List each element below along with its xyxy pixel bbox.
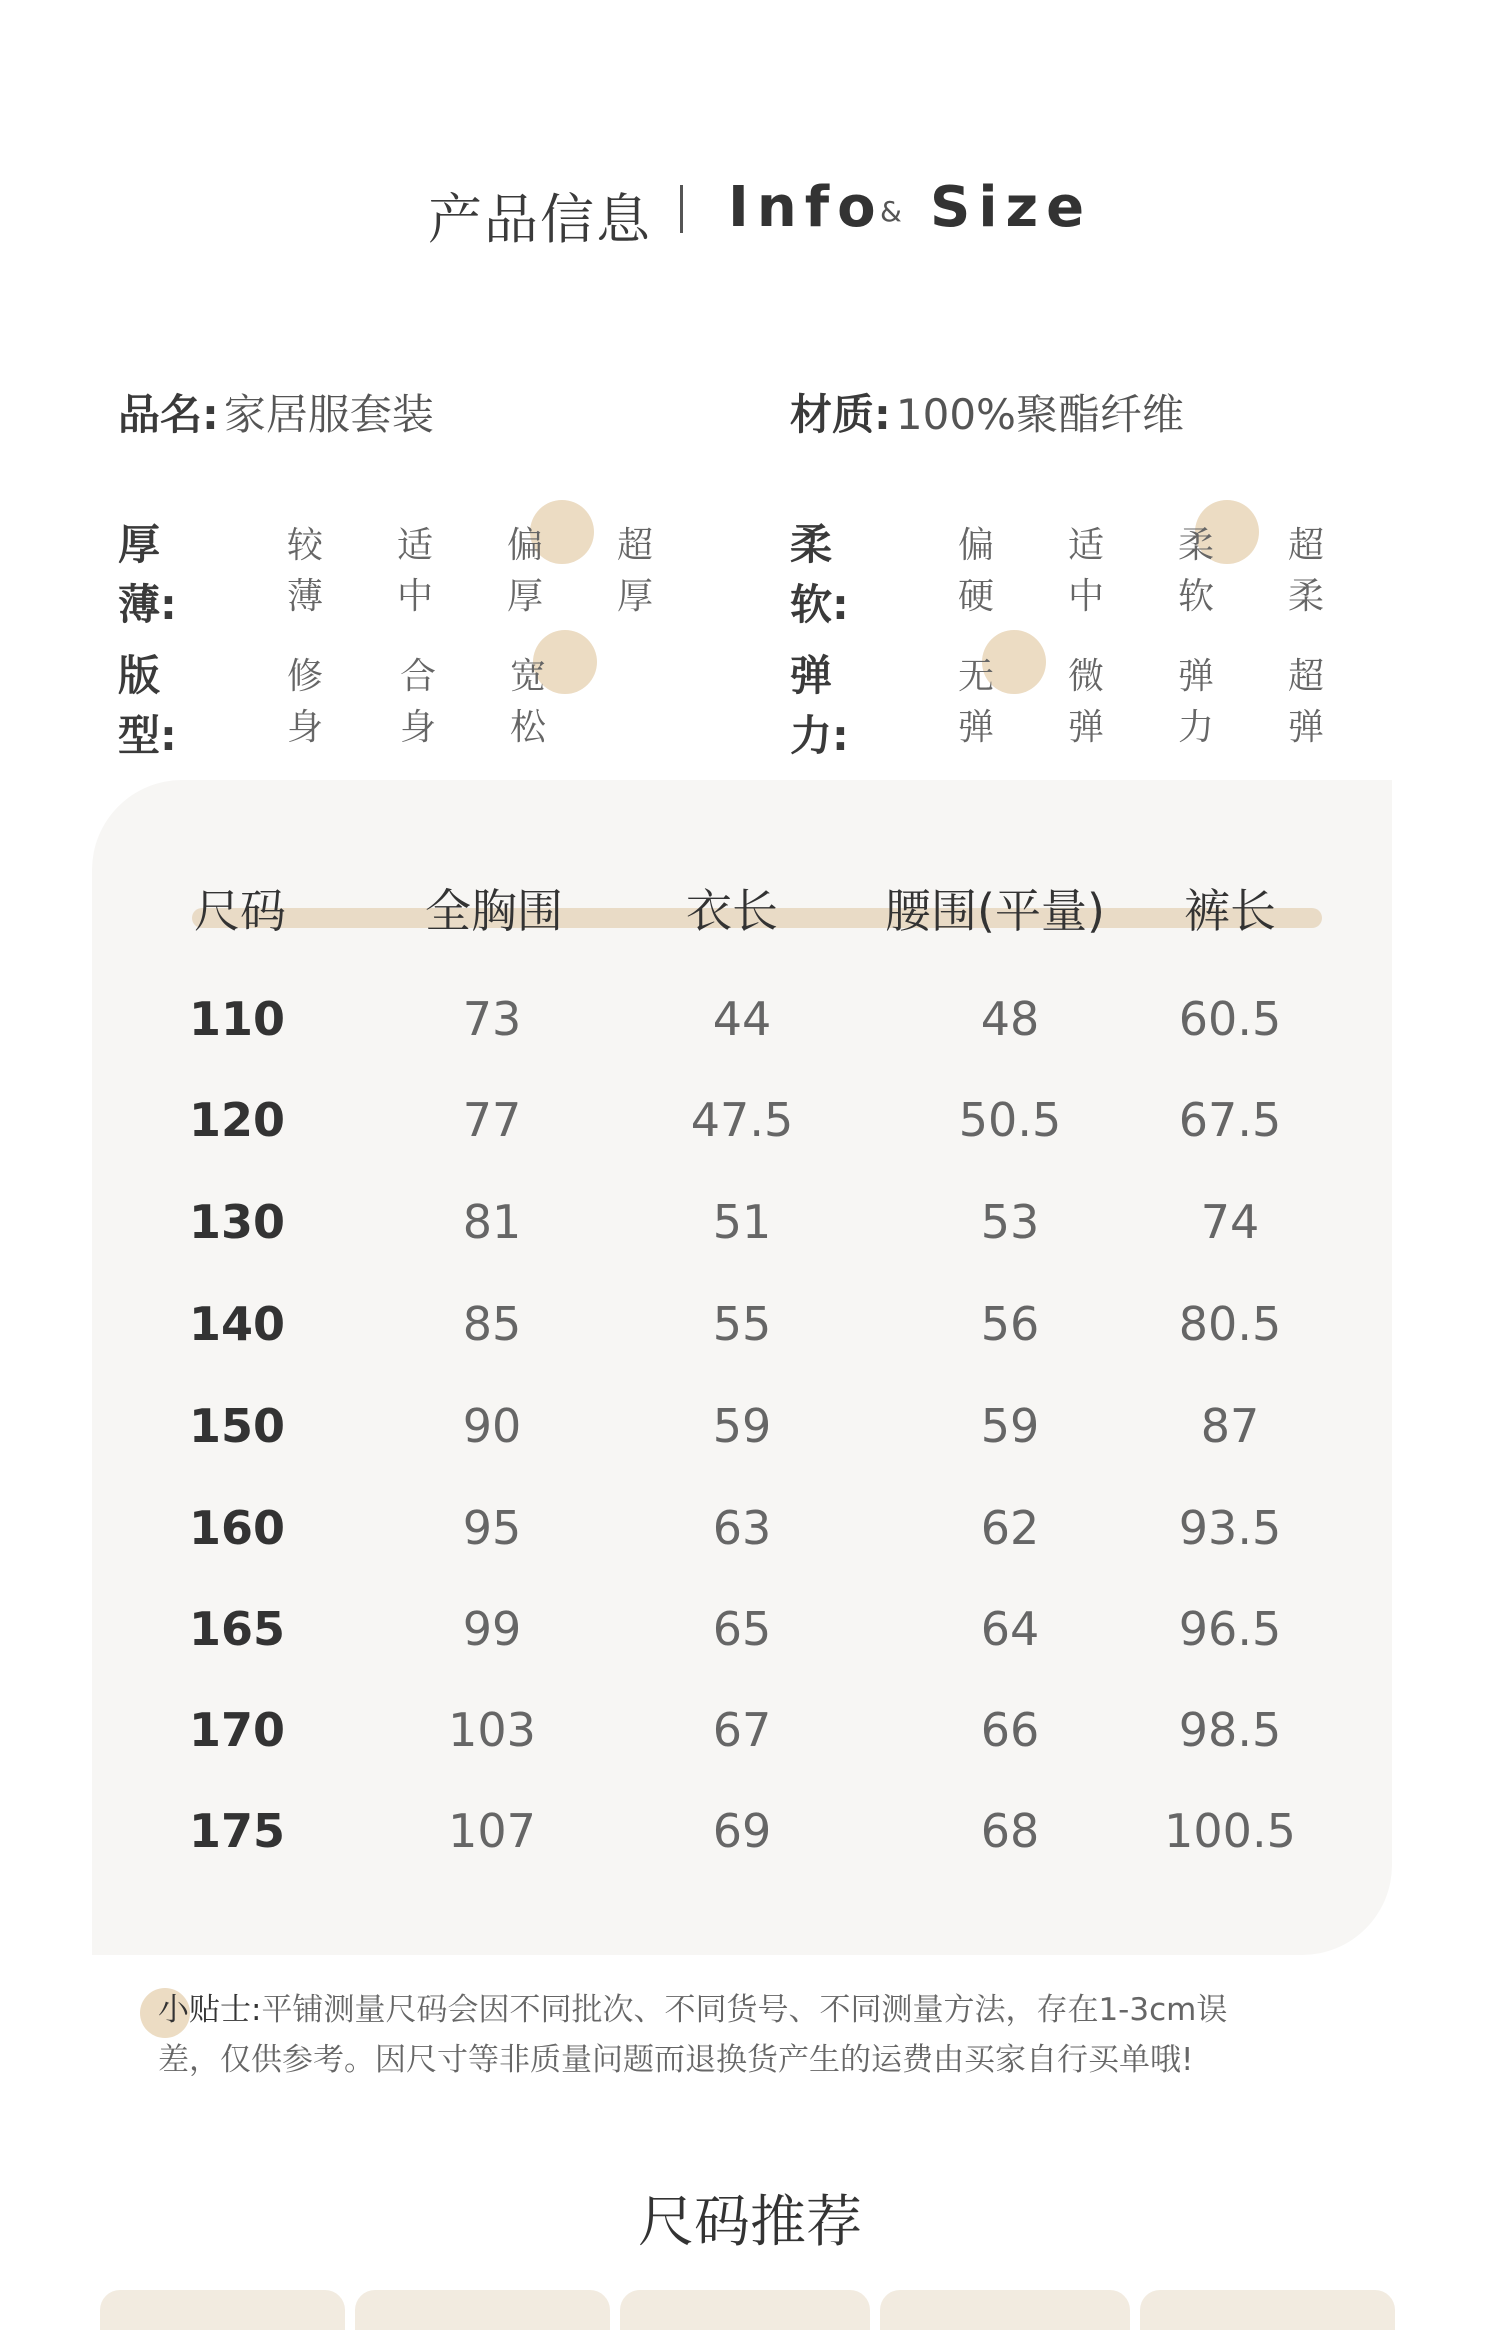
cell-length: 67 xyxy=(712,1703,772,1757)
elasticity-option: 弹力 xyxy=(1178,656,1215,748)
cell-length: 69 xyxy=(712,1804,772,1858)
cell-chest: 107 xyxy=(448,1804,536,1858)
fit-option: 修身 xyxy=(287,656,324,748)
table-row xyxy=(92,1399,1392,1499)
material-value: 100%聚酯纤维 xyxy=(895,390,1184,439)
size-tip xyxy=(158,1985,1358,2085)
column-header-chest: 全胸围 xyxy=(425,884,563,938)
cell-pants-length: 93.5 xyxy=(1178,1501,1282,1555)
cell-size: 165 xyxy=(188,1602,286,1656)
title-en-info: Info xyxy=(728,175,884,240)
cell-chest: 85 xyxy=(462,1297,522,1351)
cell-waist: 68 xyxy=(980,1804,1040,1858)
product-name-label: 品名: xyxy=(118,390,219,439)
cell-pants-length: 96.5 xyxy=(1178,1602,1282,1656)
table-row xyxy=(92,992,1392,1092)
cell-size: 175 xyxy=(188,1804,286,1858)
table-row xyxy=(92,1297,1392,1397)
cell-length: 63 xyxy=(712,1501,772,1555)
elasticity-label: 弹力: xyxy=(790,651,849,760)
title-cn: 产品信息 xyxy=(428,188,652,251)
recommend-tab-strip xyxy=(620,2290,870,2330)
softness-label: 柔软: xyxy=(790,520,849,629)
cell-waist: 59 xyxy=(980,1399,1040,1453)
thickness-option: 较薄 xyxy=(287,525,324,617)
cell-length: 47.5 xyxy=(690,1093,794,1147)
cell-size: 140 xyxy=(188,1297,286,1351)
material-label: 材质: xyxy=(790,390,891,439)
thickness-label: 厚薄: xyxy=(118,520,177,629)
cell-pants-length: 87 xyxy=(1200,1399,1260,1453)
cell-size: 150 xyxy=(188,1399,286,1453)
cell-size: 160 xyxy=(188,1501,286,1555)
cell-pants-length: 80.5 xyxy=(1178,1297,1282,1351)
fit-option: 合身 xyxy=(400,656,437,748)
table-row xyxy=(92,1804,1392,1904)
cell-size: 110 xyxy=(188,992,286,1046)
page-header xyxy=(0,165,1500,255)
elasticity-option: 超弹 xyxy=(1288,656,1325,748)
size-recommend-title: 尺码推荐 xyxy=(638,2190,862,2255)
column-header-waist: 腰围(平量) xyxy=(885,884,1105,938)
cell-waist: 62 xyxy=(980,1501,1040,1555)
cell-pants-length: 98.5 xyxy=(1178,1703,1282,1757)
table-row xyxy=(92,1093,1392,1193)
cell-pants-length: 100.5 xyxy=(1164,1804,1296,1858)
cell-waist: 56 xyxy=(980,1297,1040,1351)
cell-waist: 53 xyxy=(980,1195,1040,1249)
recommend-tab-strip xyxy=(880,2290,1130,2330)
elasticity-option: 微弹 xyxy=(1068,656,1105,748)
recommend-tab-strip xyxy=(1140,2290,1395,2330)
title-en-size: Size xyxy=(930,175,1093,240)
elasticity-option: 无弹 xyxy=(958,656,995,748)
tip-label: 小贴士: xyxy=(158,1992,262,2028)
cell-size: 120 xyxy=(188,1093,286,1147)
cell-chest: 95 xyxy=(462,1501,522,1555)
cell-length: 51 xyxy=(712,1195,772,1249)
cell-waist: 66 xyxy=(980,1703,1040,1757)
cell-waist: 50.5 xyxy=(958,1093,1062,1147)
title-divider xyxy=(680,185,683,233)
material-row xyxy=(790,382,1184,442)
cell-length: 65 xyxy=(712,1602,772,1656)
cell-chest: 77 xyxy=(462,1093,522,1147)
cell-chest: 81 xyxy=(462,1195,522,1249)
cell-size: 170 xyxy=(188,1703,286,1757)
cell-length: 59 xyxy=(712,1399,772,1453)
softness-option: 柔软 xyxy=(1178,525,1215,617)
thickness-option: 偏厚 xyxy=(507,525,544,617)
fit-option: 宽松 xyxy=(510,656,547,748)
fit-label: 版型: xyxy=(118,651,177,760)
cell-waist: 48 xyxy=(980,992,1040,1046)
cell-chest: 103 xyxy=(448,1703,536,1757)
size-table-card xyxy=(92,780,1392,1955)
column-header-size: 尺码 xyxy=(194,884,286,938)
table-row xyxy=(92,1602,1392,1702)
cell-size: 130 xyxy=(188,1195,286,1249)
cell-chest: 73 xyxy=(462,992,522,1046)
cell-chest: 99 xyxy=(462,1602,522,1656)
cell-pants-length: 60.5 xyxy=(1178,992,1282,1046)
product-name-value: 家居服套装 xyxy=(223,390,434,439)
softness-option: 超柔 xyxy=(1288,525,1325,617)
table-row xyxy=(92,1703,1392,1803)
cell-length: 55 xyxy=(712,1297,772,1351)
thickness-option: 适中 xyxy=(397,525,434,617)
thickness-option: 超厚 xyxy=(617,525,654,617)
cell-chest: 90 xyxy=(462,1399,522,1453)
table-row xyxy=(92,1195,1392,1295)
cell-pants-length: 67.5 xyxy=(1178,1093,1282,1147)
title-ampersand: & xyxy=(880,195,902,228)
tip-line-1: 平铺测量尺码会因不同批次、不同货号、不同测量方法，存在1-3cm误 xyxy=(261,1992,1228,2028)
cell-pants-length: 74 xyxy=(1200,1195,1260,1249)
table-row xyxy=(92,1501,1392,1601)
recommend-tab-strip xyxy=(100,2290,345,2330)
column-header-pants-length: 裤长 xyxy=(1184,884,1276,938)
column-header-length: 衣长 xyxy=(686,884,778,938)
softness-option: 适中 xyxy=(1068,525,1105,617)
recommend-tab-strip xyxy=(355,2290,610,2330)
cell-waist: 64 xyxy=(980,1602,1040,1656)
softness-option: 偏硬 xyxy=(958,525,995,617)
tip-line-2: 差，仅供参考。因尺寸等非质量问题而退换货产生的运费由买家自行买单哦! xyxy=(158,2042,1194,2078)
cell-length: 44 xyxy=(712,992,772,1046)
product-name-row xyxy=(118,382,434,442)
